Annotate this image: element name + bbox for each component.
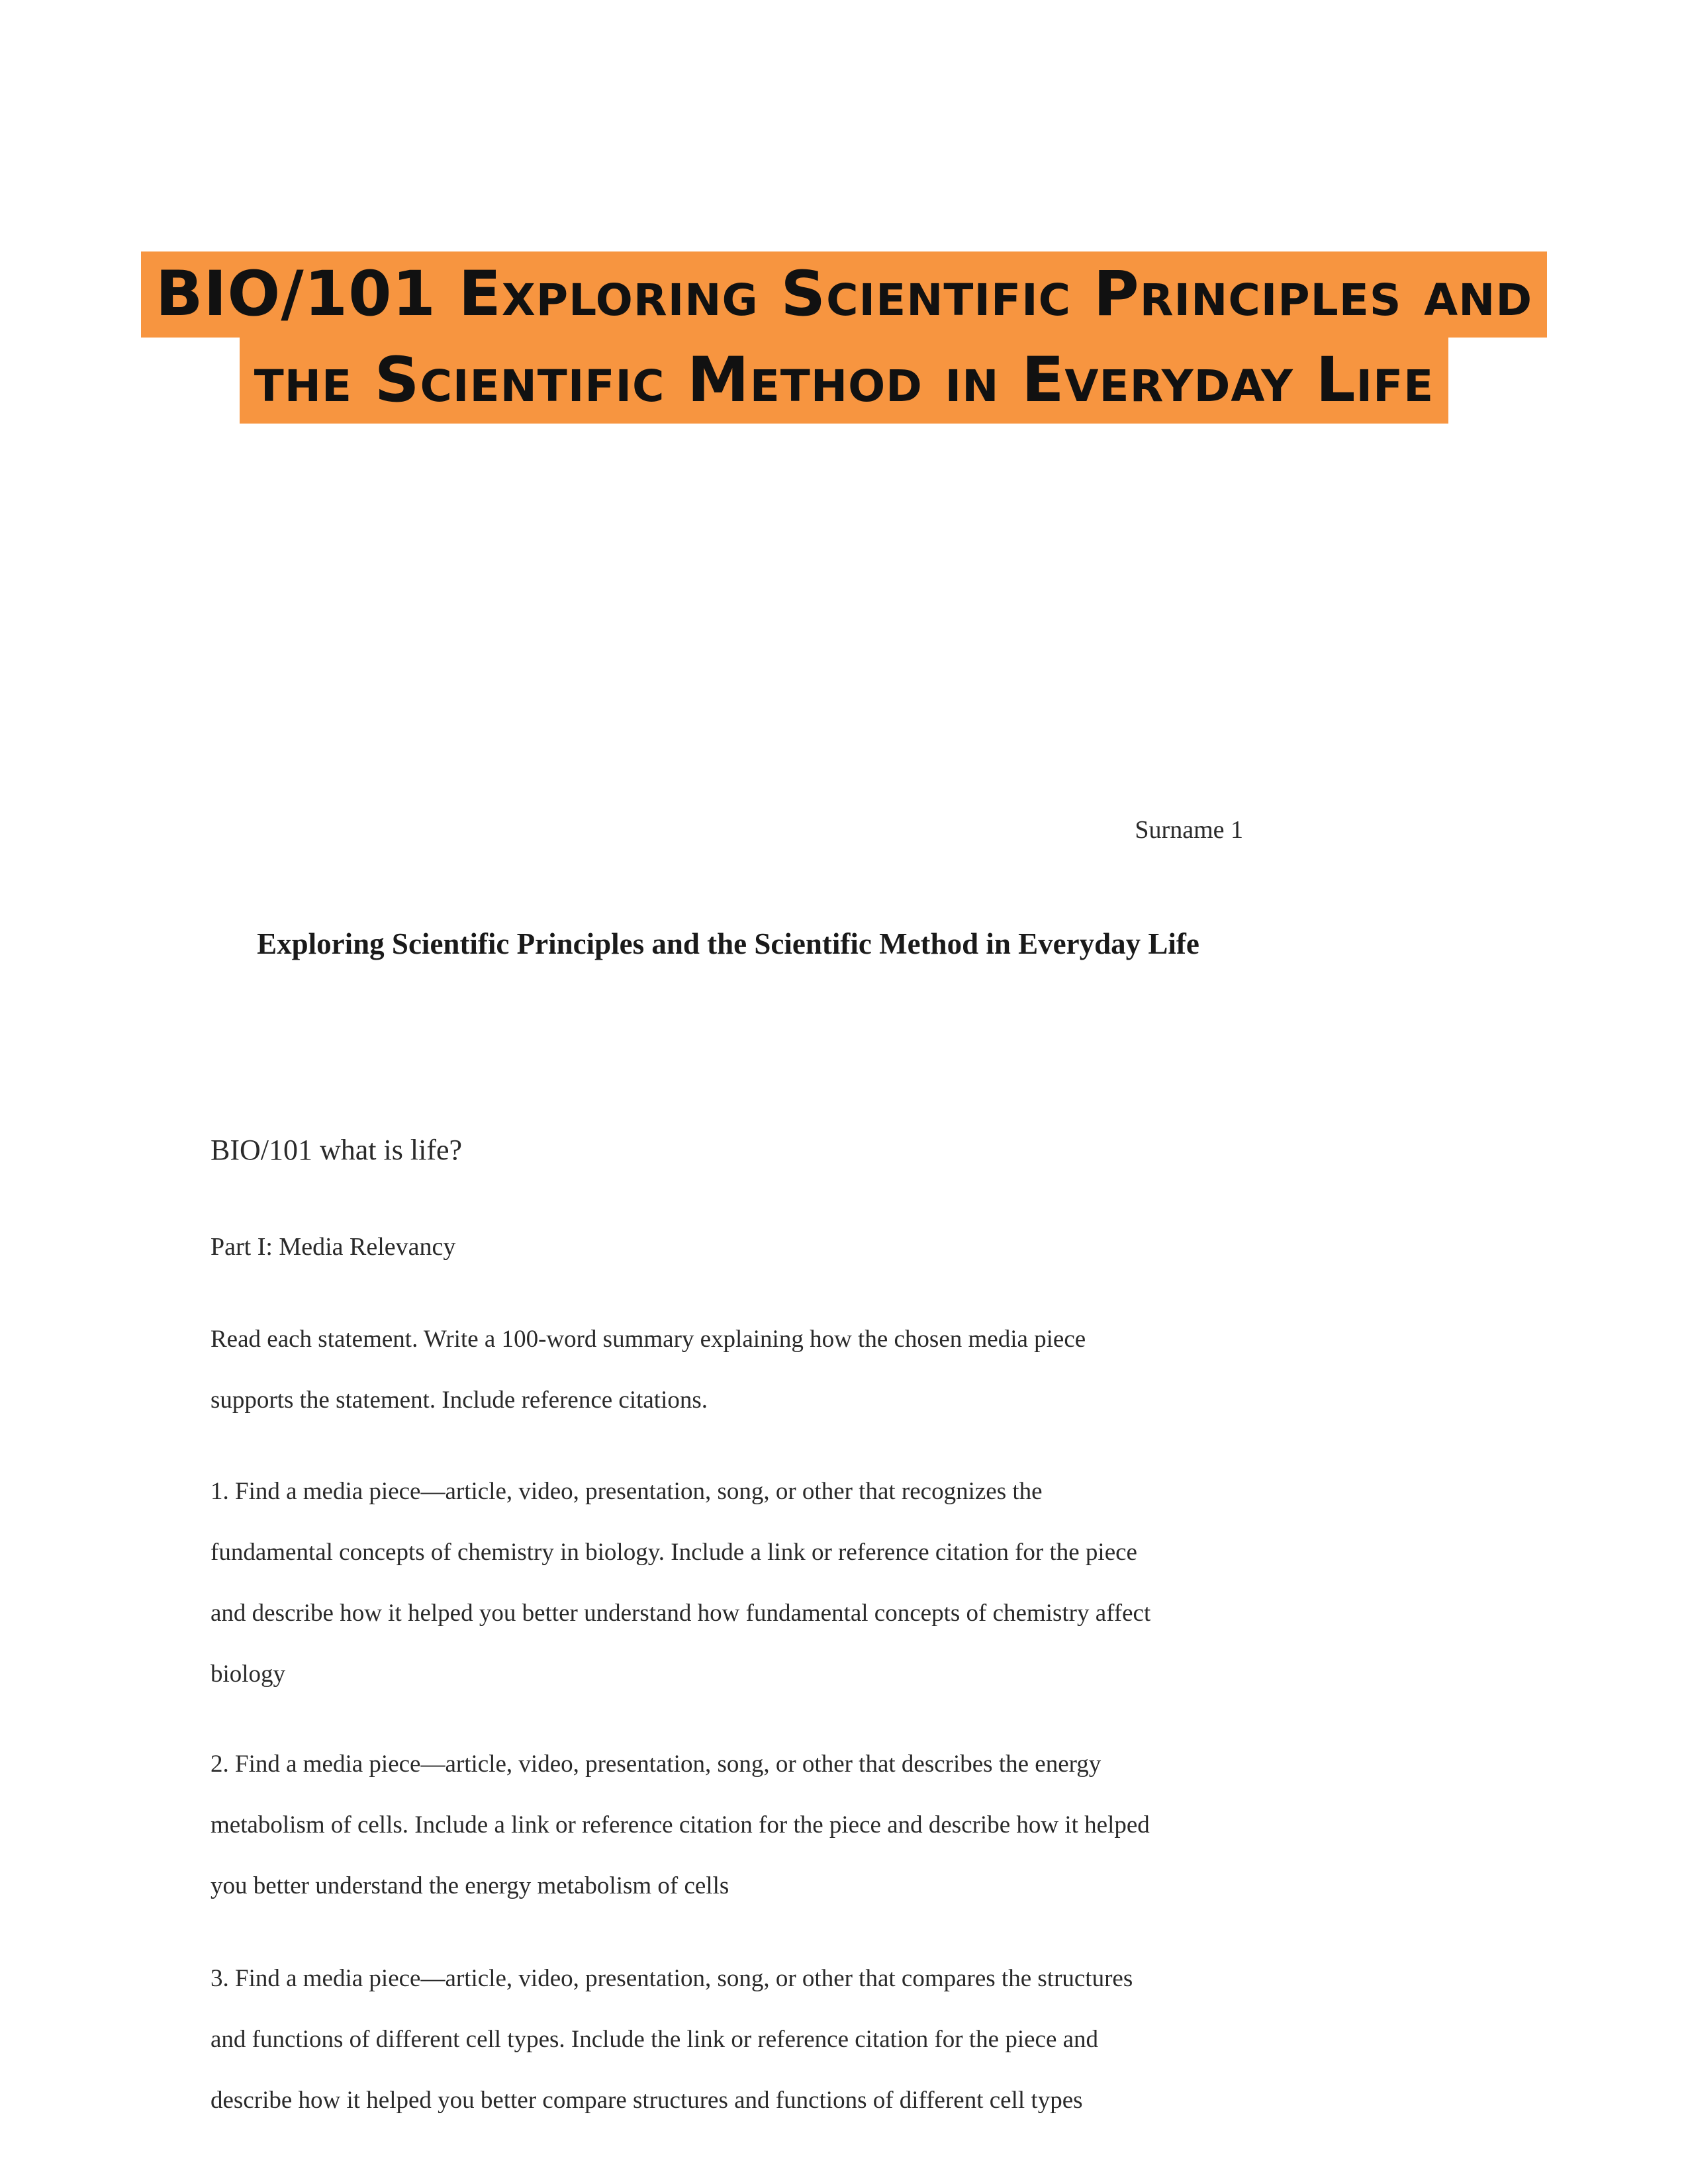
question-3 — [211, 1948, 1270, 2131]
question-1 — [211, 1461, 1270, 1705]
question-line: 2. Find a media piece—article, video, presentation, song, or other that describes the energy — [211, 1751, 1102, 1778]
running-head: Surname 1 — [1135, 816, 1243, 844]
question-line: and functions of different cell types. Include the link or reference citation for the piece and — [211, 2026, 1099, 2053]
question-line: 1. Find a media piece—article, video, presentation, song, or other that recognizes the — [211, 1478, 1043, 1505]
question-2 — [211, 1734, 1270, 1917]
question-line: you better understand the energy metabolism of cells — [211, 1872, 729, 1899]
question-line: biology — [211, 1661, 286, 1688]
part-heading: Part I: Media Relevancy — [211, 1233, 456, 1261]
instructions-paragraph — [211, 1309, 1270, 1431]
banner-line-1: BIO/101 Exploring Scientific Principles and — [141, 251, 1547, 338]
instructions-line: Read each statement. Write a 100-word summary explaining how the chosen media piece — [211, 1326, 1086, 1353]
course-heading: BIO/101 what is life? — [211, 1134, 463, 1166]
instructions-line: supports the statement. Include reference citations. — [211, 1387, 708, 1414]
question-line: metabolism of cells. Include a link or reference citation for the piece and describe how it helped — [211, 1811, 1150, 1839]
question-line: and describe how it helped you better understand how fundamental concepts of chemistry affect — [211, 1600, 1151, 1627]
question-line: describe how it helped you better compare structures and functions of different cell types — [211, 2087, 1083, 2114]
document-title: Exploring Scientific Principles and the Scientific Method in Everyday Life — [257, 927, 1199, 960]
banner-line-2: the Scientific Method in Everyday Life — [240, 338, 1449, 424]
question-line: fundamental concepts of chemistry in biology. Include a link or reference citation for the piece — [211, 1539, 1137, 1566]
question-line: 3. Find a media piece—article, video, presentation, song, or other that compares the structures — [211, 1965, 1133, 1992]
